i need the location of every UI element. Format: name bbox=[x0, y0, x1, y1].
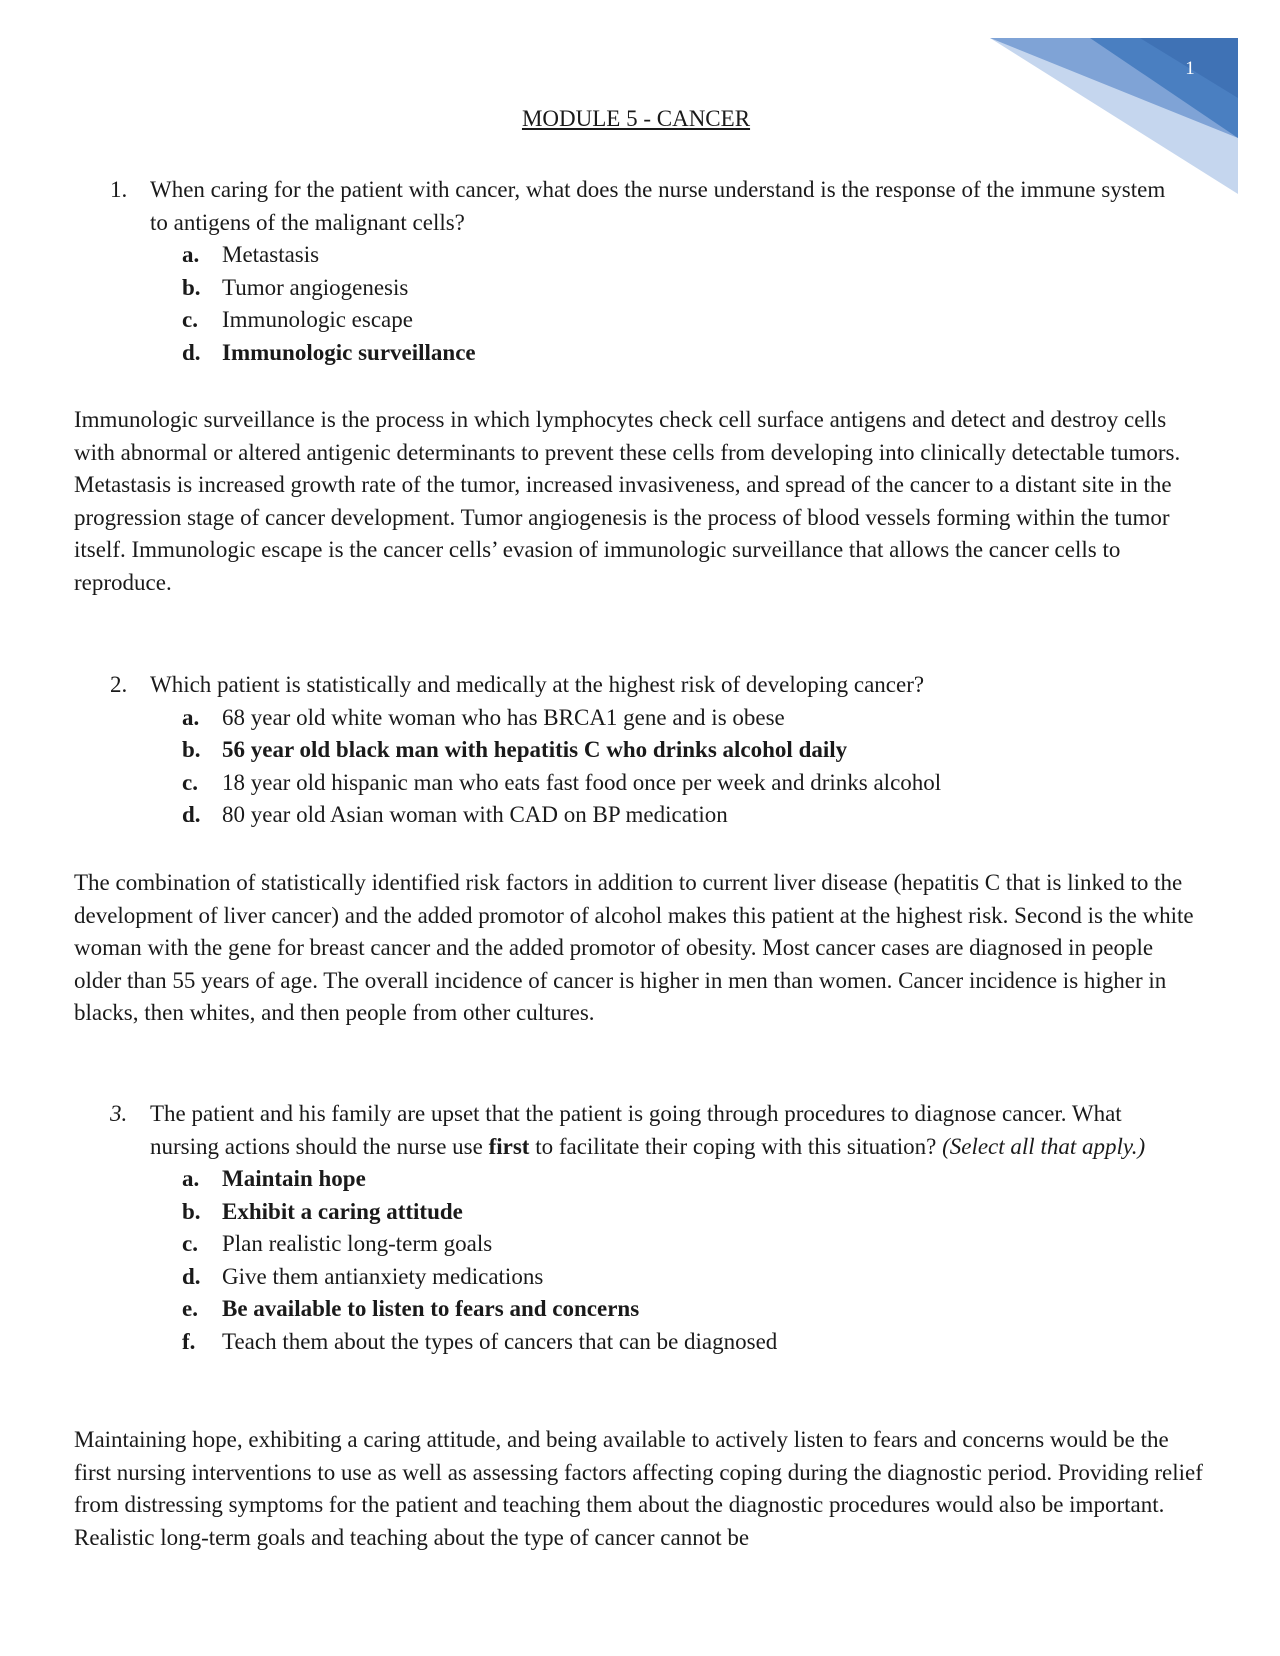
option-b: b. Tumor angiogenesis bbox=[182, 274, 409, 300]
question-text: Which patient is statistically and medically at the highest risk of developing cancer? bbox=[150, 672, 925, 697]
page-title: MODULE 5 - CANCER bbox=[521, 106, 751, 131]
option-c: c. Immunologic escape bbox=[182, 307, 413, 332]
question-2 bbox=[110, 669, 1180, 832]
option-d-correct: d. Immunologic surveillance bbox=[182, 339, 476, 365]
option-a: a. Metastasis bbox=[182, 242, 320, 267]
options-list bbox=[182, 239, 1180, 369]
option-c: c. 18 year old hispanic man who eats fast food once per week and drinks alcohol bbox=[182, 769, 942, 795]
option-c: c. Plan realistic long-term goals bbox=[182, 1231, 493, 1256]
question-text: When caring for the patient with cancer, what does the nurse understand is the response of the immune system to antigens of the malignant cells? bbox=[150, 177, 1166, 235]
option-a-correct: a. Maintain hope bbox=[182, 1166, 366, 1191]
select-all-note: (Select all that apply.) bbox=[942, 1133, 1146, 1159]
option-d: d. 80 year old Asian woman with CAD on BP medication bbox=[182, 802, 728, 827]
options-list bbox=[182, 702, 1180, 832]
emphasis-first: first bbox=[488, 1133, 530, 1159]
option-a: a. 68 year old white woman who has BRCA1 gene and is obese bbox=[182, 704, 785, 730]
options-list bbox=[182, 1163, 1180, 1358]
rationale-2: The combination of statistically identified risk factors in addition to current liver disease (hepatitis C that is linked to the development of liver cancer) and the added promotor of alcohol makes this patient at the highest risk. Second is the white woman with the gene for breast cancer and the added promotor of obesity. Most cancer cases are diagnosed in people older than 55 years of age. The overall incidence of cancer is higher in men than women. Cancer incidence is higher in blacks, then whites, and then people from other cultures. bbox=[74, 870, 1194, 1025]
question-number: 1. bbox=[110, 177, 128, 202]
question-number: 2. bbox=[110, 672, 128, 697]
option-d: d. Give them antianxiety medications bbox=[182, 1263, 544, 1289]
page-number: 1 bbox=[1185, 58, 1195, 79]
option-f: f. Teach them about the types of cancers that can be diagnosed bbox=[182, 1328, 778, 1354]
rationale-1: Immunologic surveillance is the process in which lymphocytes check cell surface antigens and detect and destroy cells with abnormal or altered antigenic determinants to prevent these cells from developing into clinically detectable tumors. Metastasis is increased growth rate of the tumor, increased invasiveness, and spread of the cancer to a distant site in the progression stage of cancer development. Tumor angiogenesis is the process of blood vessels forming within the tumor itself. Immunologic escape is the cancer cells’ evasion of immunologic surveillance that allows the cancer cells to reproduce. bbox=[74, 407, 1181, 595]
question-text: The patient and his family are upset that the patient is going through procedures to diagnose cancer. What nursing actions should the nurse use first to facilitate their coping with this situation? (Select all that apply.) bbox=[150, 1101, 1146, 1159]
question-number: 3. bbox=[110, 1101, 128, 1126]
rationale-3: Maintaining hope, exhibiting a caring attitude, and being available to actively listen to fears and concerns would be the first nursing interventions to use as well as assessing factors affecting coping during the diagnostic period. Providing relief from distressing symptoms for the patient and teaching them about the diagnostic procedures would also be important. Realistic long-term goals and teaching about the type of cancer cannot be bbox=[74, 1427, 1203, 1550]
question-3 bbox=[110, 1098, 1180, 1358]
option-b-correct: b. Exhibit a caring attitude bbox=[182, 1198, 463, 1224]
option-b-correct: b. 56 year old black man with hepatitis C who drinks alcohol daily bbox=[182, 737, 848, 762]
option-e-correct: e. Be available to listen to fears and concerns bbox=[182, 1296, 640, 1321]
question-1 bbox=[110, 174, 1180, 369]
